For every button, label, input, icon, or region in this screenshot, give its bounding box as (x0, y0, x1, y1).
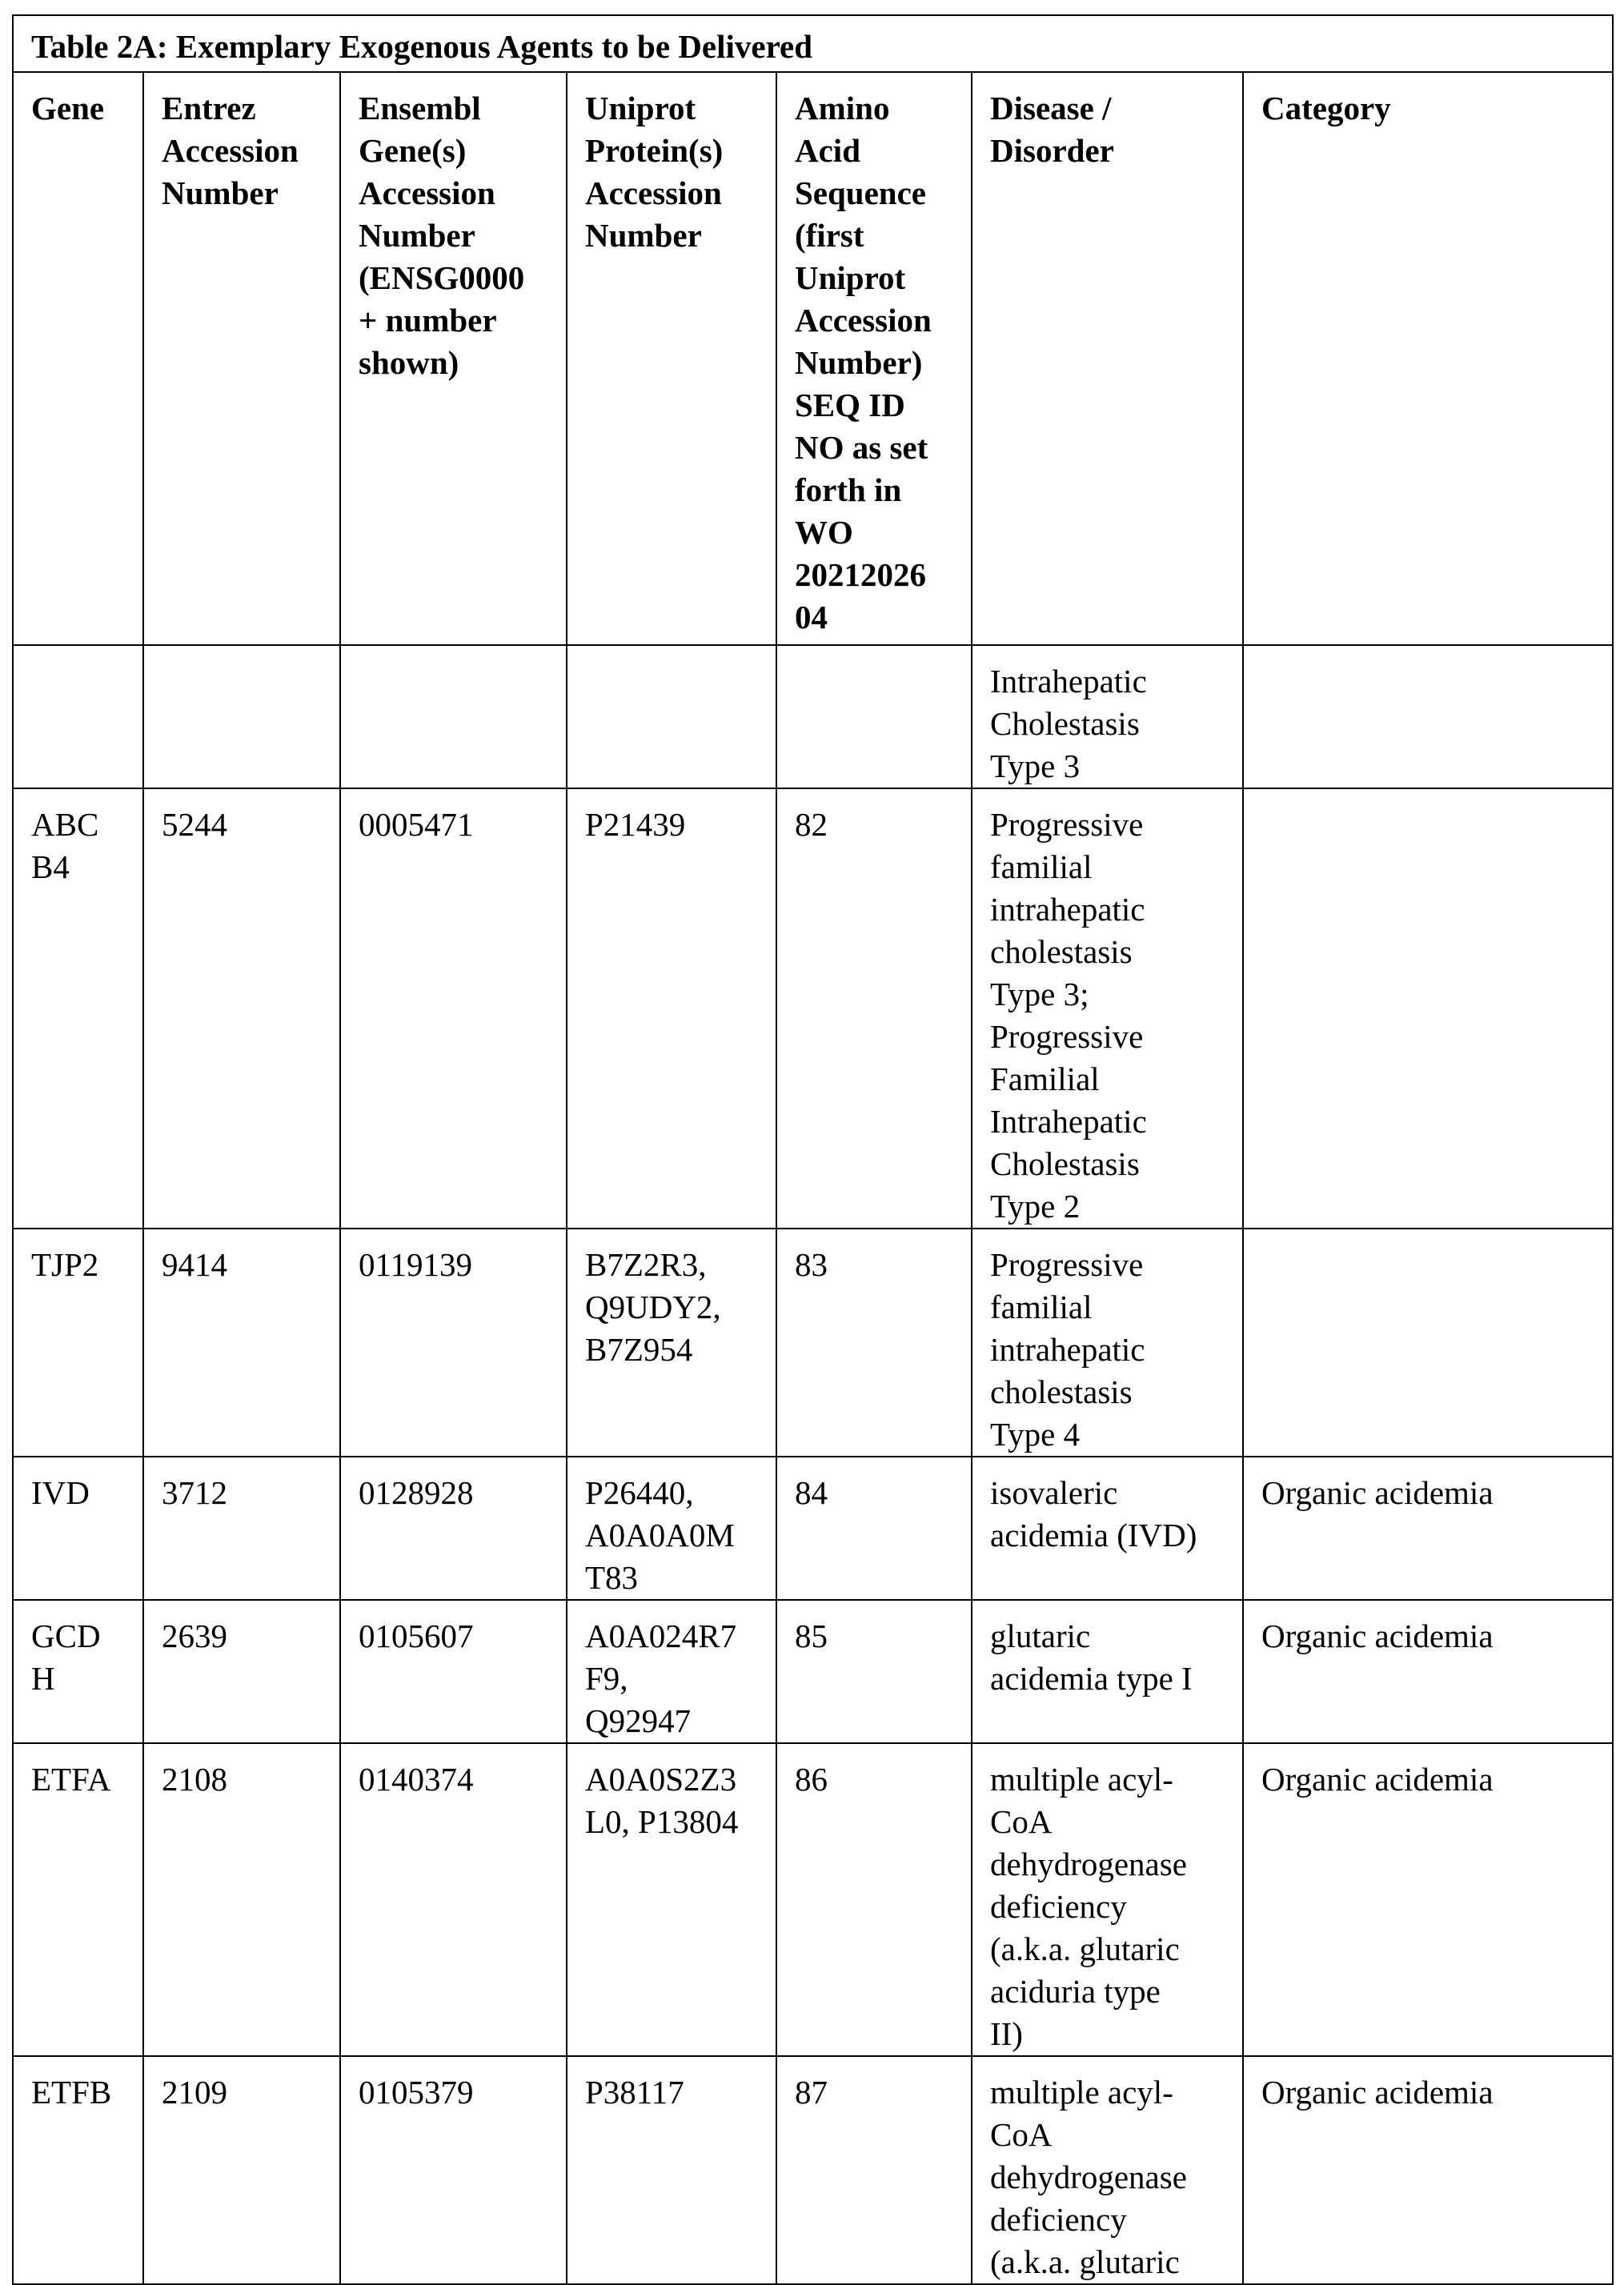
cell-disease: Progressive familial intrahepatic cholestasis Type 3; Progressive Familial Intrahepatic Cholestasis Type 2 (972, 788, 1243, 1229)
cell-seq-id: 85 (776, 1600, 972, 1743)
header-uniprot: Uniprot Protein(s) Accession Number (567, 72, 776, 645)
cell-entrez: 2639 (143, 1600, 340, 1743)
cell-category (1243, 788, 1613, 1229)
cell-disease: Intrahepatic Cholestasis Type 3 (972, 645, 1243, 788)
cell-category (1243, 645, 1613, 788)
cell-ensembl: 0128928 (340, 1457, 567, 1600)
cell-uniprot (567, 645, 776, 788)
cell-seq-id: 84 (776, 1457, 972, 1600)
cell-category: Organic acidemia (1243, 1743, 1613, 2056)
cell-ensembl: 0140374 (340, 1743, 567, 2056)
cell-gene: ETFB (13, 2056, 143, 2284)
table-row (13, 1600, 1613, 1743)
cell-uniprot: P21439 (567, 788, 776, 1229)
cell-disease: multiple acyl- CoA dehydrogenase deficiency (a.k.a. glutaric (972, 2056, 1243, 2284)
cell-disease: isovaleric acidemia (IVD) (972, 1457, 1243, 1600)
cell-entrez: 2109 (143, 2056, 340, 2284)
cell-seq-id (776, 645, 972, 788)
cell-gene: GCD H (13, 1600, 143, 1743)
header-disease: Disease / Disorder (972, 72, 1243, 645)
cell-seq-id: 82 (776, 788, 972, 1229)
table-row (13, 1743, 1613, 2056)
cell-entrez: 9414 (143, 1229, 340, 1457)
cell-uniprot: A0A0S2Z3 L0, P13804 (567, 1743, 776, 2056)
cell-ensembl: 0119139 (340, 1229, 567, 1457)
cell-ensembl: 0105379 (340, 2056, 567, 2284)
header-ensembl: Ensembl Gene(s) Accession Number (ENSG0000 + number shown) (340, 72, 567, 645)
cell-entrez: 3712 (143, 1457, 340, 1600)
table-row (13, 1229, 1613, 1457)
cell-ensembl: 0005471 (340, 788, 567, 1229)
cell-entrez: 2108 (143, 1743, 340, 2056)
cell-ensembl: 0105607 (340, 1600, 567, 1743)
cell-category: Organic acidemia (1243, 1600, 1613, 1743)
cell-seq-id: 83 (776, 1229, 972, 1457)
cell-uniprot: P38117 (567, 2056, 776, 2284)
cell-uniprot: P26440, A0A0A0M T83 (567, 1457, 776, 1600)
cell-uniprot: B7Z2R3, Q9UDY2, B7Z954 (567, 1229, 776, 1457)
cell-gene: TJP2 (13, 1229, 143, 1457)
cell-entrez: 5244 (143, 788, 340, 1229)
cell-disease: Progressive familial intrahepatic cholestasis Type 4 (972, 1229, 1243, 1457)
table-row (13, 788, 1613, 1229)
cell-disease: glutaric acidemia type I (972, 1600, 1243, 1743)
table-row (13, 2056, 1613, 2284)
table-row (13, 1457, 1613, 1600)
cell-gene: IVD (13, 1457, 143, 1600)
header-seq-id: Amino Acid Sequence (first Uniprot Accession Number) SEQ ID NO as set forth in WO 20212026 04 (776, 72, 972, 645)
cell-ensembl (340, 645, 567, 788)
cell-seq-id: 86 (776, 1743, 972, 2056)
cell-category: Organic acidemia (1243, 1457, 1613, 1600)
title-row (13, 15, 1613, 72)
cell-disease: multiple acyl- CoA dehydrogenase deficiency (a.k.a. glutaric aciduria type II) (972, 1743, 1243, 2056)
cell-seq-id: 87 (776, 2056, 972, 2284)
cell-gene (13, 645, 143, 788)
cell-entrez (143, 645, 340, 788)
cell-category (1243, 1229, 1613, 1457)
header-entrez: Entrez Accession Number (143, 72, 340, 645)
cell-category: Organic acidemia (1243, 2056, 1613, 2284)
header-category: Category (1243, 72, 1613, 645)
cell-uniprot: A0A024R7 F9, Q92947 (567, 1600, 776, 1743)
table-title: Table 2A: Exemplary Exogenous Agents to be Delivered (13, 15, 1613, 72)
cell-gene: ABC B4 (13, 788, 143, 1229)
exogenous-agents-table (12, 14, 1614, 2285)
cell-gene: ETFA (13, 1743, 143, 2056)
table-row (13, 645, 1613, 788)
header-gene: Gene (13, 72, 143, 645)
header-row (13, 72, 1613, 645)
